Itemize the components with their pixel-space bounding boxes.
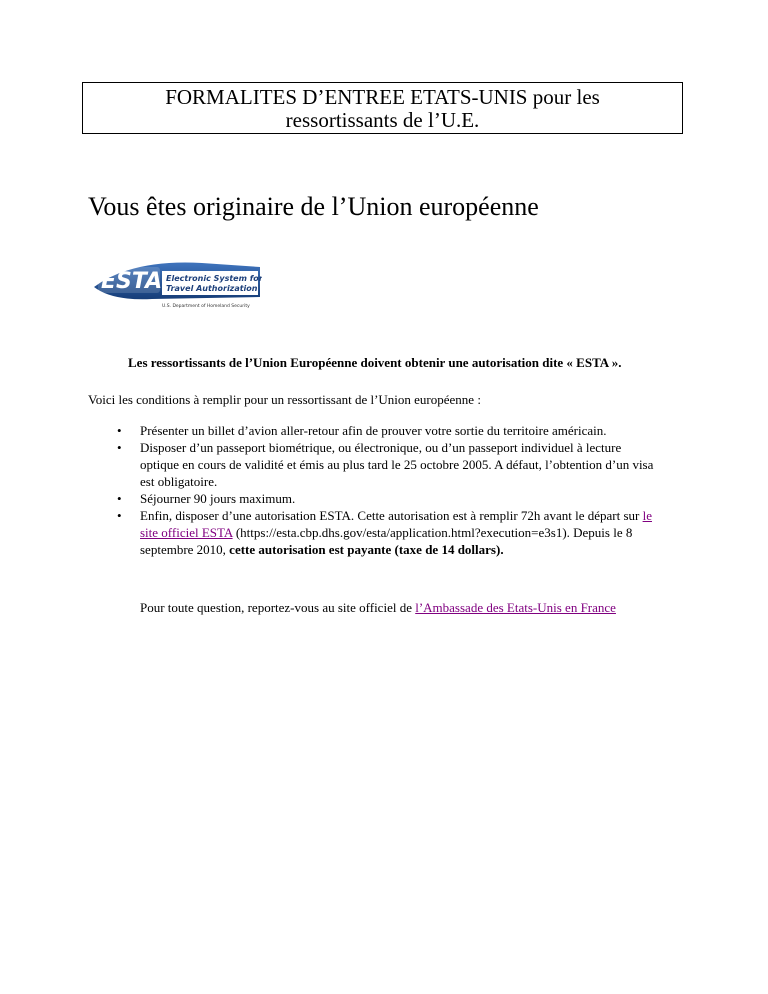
list-item xyxy=(95,422,655,439)
conditions-intro: Voici les conditions à remplir pour un ressortissant de l’Union européenne : xyxy=(88,392,481,407)
list-item xyxy=(95,490,655,507)
esta-dept: U.S. Department of Homeland Security xyxy=(162,304,250,309)
bullet-icon: • xyxy=(117,423,122,438)
list-item xyxy=(95,507,655,558)
esta-line2: Travel Authorization xyxy=(166,284,258,293)
title-line-2: ressortissants de l’U.E. xyxy=(285,108,480,132)
esta-acronym: ESTA xyxy=(101,269,163,294)
embassy-link[interactable]: l’Ambassade des Etats-Unis en France xyxy=(415,600,616,615)
bullet-icon: • xyxy=(117,491,122,506)
condition-text-pre: Enfin, disposer d’une autorisation ESTA. Cette autorisation est à remplir 72h avant le départ sur xyxy=(140,508,643,523)
condition-text: Séjourner 90 jours maximum. xyxy=(140,491,296,506)
closing-text-body: Pour toute question, reportez-vous au site officiel de xyxy=(140,600,416,615)
list-item xyxy=(95,439,655,490)
title-box xyxy=(82,82,683,134)
title-line-1: FORMALITES D’ENTREE ETATS-UNIS pour les xyxy=(165,85,600,109)
esta-official-site-link[interactable]: le site officiel ESTA xyxy=(140,508,652,540)
page-heading: Vous êtes originaire de l’Union européenne xyxy=(88,192,539,221)
condition-text-mid: (https://esta.cbp.dhs.gov/esta/application.html?execution=e3s1). Depuis le 8 septembre 2010, xyxy=(140,525,633,557)
condition-text: Présenter un billet d’avion aller-retour afin de prouver votre sortie du territoire américain. xyxy=(140,423,607,438)
esta-line1: Electronic System for xyxy=(166,274,262,283)
condition-text-bold: cette autorisation est payante (taxe de 14 dollars). xyxy=(229,542,504,557)
esta-logo xyxy=(92,257,262,312)
closing-text xyxy=(140,600,616,616)
bullet-icon: • xyxy=(117,508,122,523)
esta-lead-text: Les ressortissants de l’Union Européenne doivent obtenir une autorisation dite « ESTA ». xyxy=(128,355,622,370)
condition-text: Disposer d’un passeport biométrique, ou électronique, ou d’un passeport individuel à lecture optique en cours de validité et émis au plus tard le 25 octobre 2005. A défaut, l’obtention d’un visa est obligatoire. xyxy=(140,440,654,489)
conditions-list xyxy=(95,422,655,558)
esta-logo-graphic xyxy=(92,257,262,312)
bullet-icon: • xyxy=(117,440,122,455)
